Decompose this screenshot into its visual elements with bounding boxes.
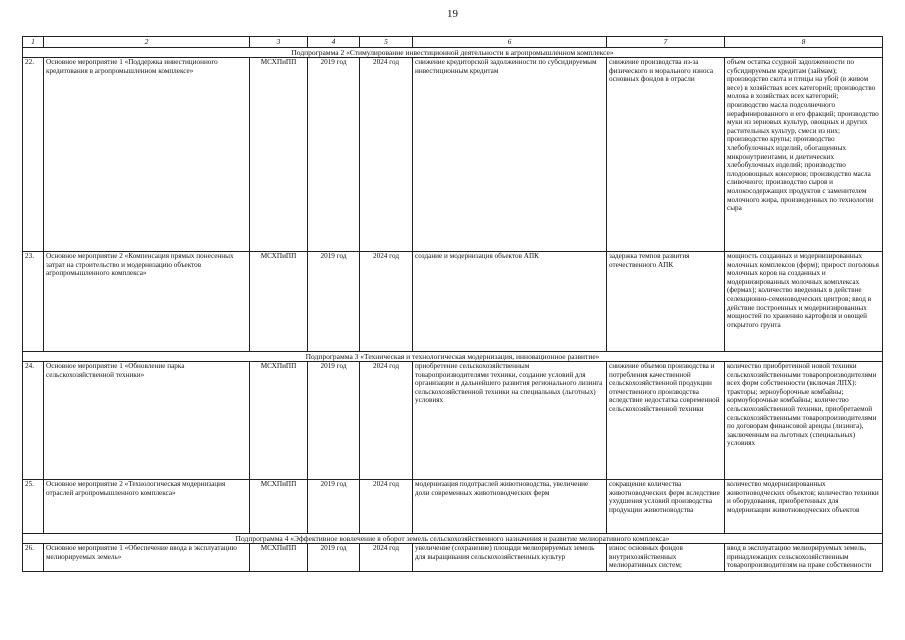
activity-name: Основное мероприятие 1 «Поддержка инвестиционного кредитования в агропромышленном комплексе» [44,58,250,252]
activity-name: Основное мероприятие 2 «Технологическая модернизация отраслей агропромышленного комплекса» [44,480,250,534]
row-number: 24. [23,362,44,480]
subprogram-title: Подпрограмма 2 «Стимулирование инвестиционной деятельности в агропромышленном комплексе» [23,48,883,58]
expected-result: увеличение (сохранение) площади мелиорируемых земель для выращивания сельскохозяйственных культур [413,544,607,572]
end-year: 2024 год [360,58,413,252]
activity-name: Основное мероприятие 1 «Обеспечение ввода в эксплуатацию мелиорируемых земель» [44,544,250,572]
table-row [23,362,883,480]
column-number: 1 [23,37,44,48]
column-number: 8 [725,37,883,48]
row-number: 23. [23,252,44,352]
activity-name: Основное мероприятие 2 «Компенсация прямых понесенных затрат на строительство и модернизацию объектов агропромышленного комплекса» [44,252,250,352]
end-year: 2024 год [360,252,413,352]
row-number: 22. [23,58,44,252]
table-row [23,58,883,252]
start-year: 2019 год [308,362,360,480]
start-year: 2019 год [308,252,360,352]
activity-name: Основное мероприятие 1 «Обновление парка сельскохозяйственной техники» [44,362,250,480]
start-year: 2019 год [308,58,360,252]
subprogram-row [23,48,883,58]
subprogram-title: Подпрограмма 4 «Эффективное вовлечение в оборот земель сельскохозяйственного назначения и развитие мелиоративного комплекса» [23,534,883,544]
related-indicators: объем остатка ссудной задолженности по субсидируемым кредитам (займам); производство скота и птицы на убой (в живом весе) в хозяйствах всех категорий; производство молока в хозяйствах всех категорий; производство масла подсолнечного нерафинированного и его фракций; производство муки из зерновых культур, овощных и других растительных культур, смеси из них; производство крупы; производство хлебобулочных изделий, обогащенных микронутриентами, и диетических хлебобулочных изделий; производство плодоовощных консервов; производство масла сливочного; производство сыров и молокосодержащих продуктов с заменителем молочного жира, произведенных по технологии сыра [725,58,883,252]
column-number: 6 [413,37,607,48]
column-number: 4 [308,37,360,48]
column-number: 7 [607,37,725,48]
executor: МСХПиПП [250,362,308,480]
page-number: 19 [447,8,458,20]
table-row [23,544,883,572]
non-implementation-consequence: износ основных фондов внутрихозяйственных мелиоративных систем; [607,544,725,572]
column-number: 3 [250,37,308,48]
executor: МСХПиПП [250,480,308,534]
expected-result: снижение кредиторской задолженности по субсидируемым инвестиционным кредитам [413,58,607,252]
subprogram-title: Подпрограмма 3 «Техническая и технологическая модернизация, инновационное развитие» [23,352,883,362]
start-year: 2019 год [308,480,360,534]
non-implementation-consequence: снижение объемов производства и потребления качественной сельскохозяйственной продукции отечественного производства вследствие недостатка современной сельскохозяйственной техники [607,362,725,480]
column-number: 5 [360,37,413,48]
end-year: 2024 год [360,362,413,480]
related-indicators: количество приобретенной новой техники сельскохозяйственными товаропроизводителями всех форм собственности (включая ЛПХ): тракторы; зерноуборочные комбайны; кормоуборочные комбайны; количество сельскохозяйственной техники, приобретаемой сельскохозяйственными товаропроизводителями по договорам финансовой аренды (лизинга), заключенным на льготных (специальных) условиях [725,362,883,480]
subprogram-row [23,534,883,544]
related-indicators: количество модернизированных животноводческих объектов; количество техники и оборудования, приобретенных для модернизации животноводческих объектов [725,480,883,534]
executor: МСХПиПП [250,252,308,352]
table-row [23,252,883,352]
expected-result: приобретение сельскохозяйственным товаропроизводителями техники, создание условий для организации и дальнейшего развития регионального лизинга сельскохозяйственной техники на специальных (льготных) условиях [413,362,607,480]
non-implementation-consequence: сокращение количества животноводческих ферм вследствие ухудшения условий производства продукции животноводства [607,480,725,534]
related-indicators: ввод в эксплуатацию мелиорируемых земель, принадлежащих сельскохозяйственным товаропроизводителям на праве собственности [725,544,883,572]
start-year: 2019 год [308,544,360,572]
expected-result: модернизация подотраслей животноводства, увеличение доли современных животноводческих ферм [413,480,607,534]
activities-table [22,36,883,572]
executor: МСХПиПП [250,58,308,252]
non-implementation-consequence: задержка темпов развития отечественного АПК [607,252,725,352]
row-number: 26. [23,544,44,572]
end-year: 2024 год [360,544,413,572]
row-number: 25. [23,480,44,534]
executor: МСХПиПП [250,544,308,572]
subprogram-row [23,352,883,362]
column-number: 2 [44,37,250,48]
expected-result: создание и модернизация объектов АПК [413,252,607,352]
non-implementation-consequence: снижение производства из-за физического и морального износа основных фондов в отрасли [607,58,725,252]
table-row [23,480,883,534]
end-year: 2024 год [360,480,413,534]
related-indicators: мощность созданных и модернизированных молочных комплексов (ферм); прирост поголовья молочных коров на созданных и модернизированных молочных комплексах (фермах); количество введенных в действие селекционно-семеноводческих центров; ввод в действие построенных и модернизированных мощностей по хранению картофеля и овощей открытого грунта [725,252,883,352]
column-number-row [23,37,883,48]
